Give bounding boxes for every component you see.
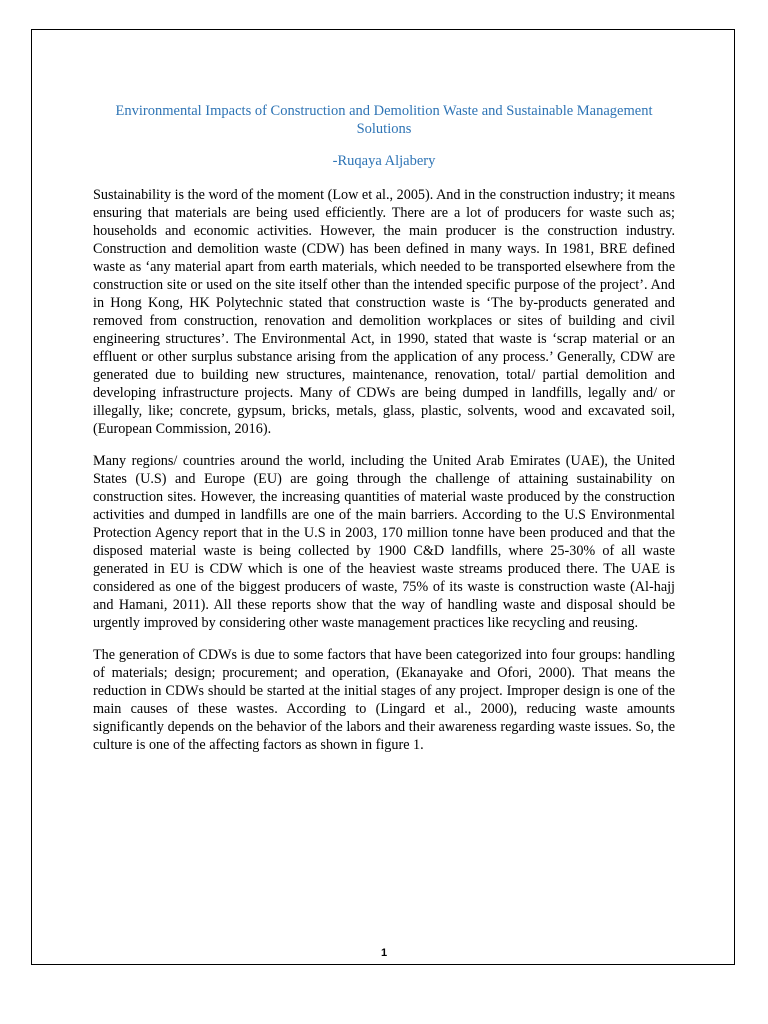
paragraph-3: The generation of CDWs is due to some factors that have been categorized into four groups: handling of materials; design; procurement; and operation, (Ekanayake and Ofori, 2000). That means the reduction in CDWs should be started at the initial stages of any project. Improper design is one of the main causes of these wastes. According to (Lingard et al., 2000), reducing waste amounts significantly depends on the behavior of the labors and their awareness regarding waste issues. So, the culture is one of the affecting factors as shown in figure 1. [93, 647, 675, 753]
paragraph-1: Sustainability is the word of the moment (Low et al., 2005). And in the construction industry; it means ensuring that materials are being used efficiently. There are a lot of producers for waste such as; households and economic activities. However, the main producer is the construction industry. Construction and demolition waste (CDW) has been defined in many ways. In 1981, BRE defined waste as ‘any material apart from earth materials, which needed to be transported elsewhere from the construction site or used on the site itself other than the intended specific purpose of the project’. And in Hong Kong, HK Polytechnic stated that construction waste is ‘The by-products generated and removed from construction, renovation and demolition workplaces or sites of building and civil engineering structures’. The Environmental Act, in 1990, stated that waste is ‘scrap material or an effluent or other surplus substance arising from the application of any process.’ Generally, CDW are generated due to building new structures, maintenance, renovation, total/ partial demolition and developing infrastructure projects. Many of CDWs are being dumped in landfills, legally and/ or illegally, like; concrete, gypsum, bricks, metals, glass, plastic, solvents, wood and excavated soil, (European Commission, 2016). [93, 187, 675, 437]
paragraph-2: Many regions/ countries around the world, including the United Arab Emirates (UAE), the United States (U.S) and Europe (EU) are going through the challenge of attaining sustainability on construction sites. However, the increasing quantities of material waste produced by the construction activities and dumped in landfills are one of the main barriers. According to the U.S Environmental Protection Agency report that in the U.S in 2003, 170 million tonne have been produced and that the disposed material waste is being collected by 1900 C&D landfills, where 25-30% of all waste generated in EU is CDW which is one of the heaviest waste streams produced there. The UAE is considered as one of the biggest producers of waste, 75% of its waste is construction waste (Al-hajj and Hamani, 2011). All these reports show that the way of handling waste and disposal should be urgently improved by considering other waste management practices like recycling and reusing. [93, 453, 675, 631]
document-author: -Ruqaya Aljabery [332, 153, 436, 169]
document-title: Environmental Impacts of Construction and Demolition Waste and Sustainable Management Solutions [115, 103, 653, 137]
page-number: 1 [380, 947, 388, 959]
document-body [93, 186, 675, 768]
